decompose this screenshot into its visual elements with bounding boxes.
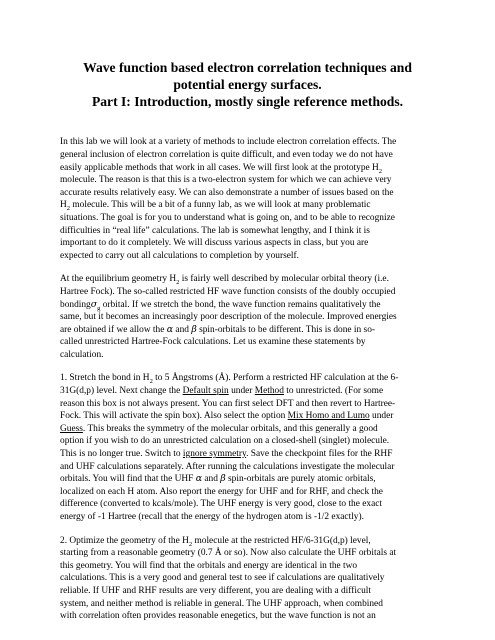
- title-line-1: Wave function based electron correlation techniques and: [83, 60, 412, 75]
- text-run: spin-orbitals are purely atomic orbitals,: [225, 474, 376, 485]
- text-run: molecule at the restricted HF/6-31G(d,p) level,: [192, 535, 371, 546]
- rhf-paragraph: [60, 273, 435, 361]
- subscript: 2: [176, 279, 180, 287]
- exercise-1-paragraph: [60, 372, 435, 523]
- text-run: H: [60, 200, 67, 211]
- text-run: under: [228, 386, 255, 397]
- title-line-2: potential energy surfaces.: [173, 76, 322, 92]
- text-line: localized on each H atom. Also report the energy for UHF and for RHF, and check the: [60, 486, 383, 497]
- text-line: [60, 162, 435, 175]
- subscript: 2: [66, 205, 71, 213]
- text-line: reliable. If UHF and RHF results are very different, you are dealing with a difficult: [60, 585, 372, 596]
- text-line: system, and neither method is reliable in general. The UHF approach, when combined: [60, 598, 383, 609]
- text-line: difficulties in “real life” calculations. The lab is somewhat lengthy, and I think it is: [60, 225, 370, 236]
- text-run: Fock. This will activate the spin box). Also select the option: [60, 411, 288, 422]
- text-run: . This breaks the symmetry of the molecular orbitals, and this generally a good: [82, 423, 378, 434]
- text-run: 2. Optimize the geometry of the H: [60, 535, 189, 546]
- text-run: . Save the checkpoint files for the RHF: [246, 449, 393, 460]
- text-run: 31G(d,p) level. Next change the: [60, 386, 183, 397]
- text-line: Hartree Fock). The so-called restricted HF wave function consists of the doubly occupied: [60, 286, 396, 297]
- method-option: Method: [254, 386, 284, 397]
- subscript: 2: [149, 378, 153, 386]
- text-line: with correlation often provides reasonable enegetics, but the wave function is not an: [60, 611, 376, 622]
- text-run: easily applicable methods that work in all cases. We will first look at the prototype H: [60, 162, 379, 173]
- text-run: is fairly well described by molecular orbital theory (i.e.: [179, 274, 389, 285]
- text-line: situations. The goal is for you to understand what is going on, and to be able to recognize: [60, 212, 395, 223]
- text-line: difference (converted to kcals/mole). The UHF energy is very good, close to the exact: [60, 499, 383, 510]
- text-line: [60, 324, 435, 337]
- text-line: called unrestricted Hartree-Fock calculations. Let us examine these statements by: [60, 337, 366, 348]
- text-run: and: [173, 324, 192, 335]
- mix-homo-lumo-option: Mix Homo and Lumo: [287, 411, 370, 422]
- text-line: general inclusion of electron correlation is quite difficult, and even today we do not have: [60, 149, 393, 160]
- text-line: [60, 535, 435, 548]
- document-title: [72, 60, 423, 110]
- text-run: orbital. If we stretch the bond, the wave function remains qualitatively the: [100, 299, 381, 310]
- text-line: same, but it becomes an increasingly poor description of the molecule. Improved energies: [60, 312, 397, 323]
- text-run: spin-orbitals to be different. This is done in so-: [196, 324, 376, 335]
- subscript: 2: [378, 167, 383, 175]
- text-run: bonding: [60, 299, 91, 310]
- text-run: At the equilibrium geometry H: [60, 274, 177, 285]
- text-line: calculations. This is a very good and general test to see if calculations are qualitatively: [60, 573, 385, 584]
- beta-symbol: β: [191, 323, 197, 335]
- text-line: [60, 199, 435, 212]
- text-line: In this lab we will look at a variety of methods to include electron correlation effects. The: [60, 137, 397, 148]
- text-run: 1. Stretch the bond in H: [60, 373, 150, 384]
- text-run: to 5 Ångstroms (Å). Perform a restricted HF calculation at the 6-: [152, 373, 399, 384]
- intro-paragraph: [60, 136, 435, 262]
- text-line: [60, 299, 435, 312]
- text-line: [60, 410, 435, 423]
- text-line: [60, 473, 435, 486]
- exercise-2-paragraph: [60, 535, 435, 623]
- text-line: expected to carry out all calculations to completion by yourself.: [60, 250, 299, 261]
- default-spin-option: Default spin: [182, 386, 229, 397]
- subscript: g: [97, 304, 101, 312]
- ignore-symmetry-option: ignore symmetry: [182, 449, 247, 460]
- text-run: This is no longer true. Switch to: [60, 449, 183, 460]
- text-line: this geometry. You will find that the orbitals and energy are identical in the two: [60, 560, 358, 571]
- text-line: [60, 448, 435, 461]
- text-line: starting from a reasonable geometry (0.7 Å or so). Now also calculate the UHF orbitals at: [60, 548, 397, 559]
- text-line: and UHF calculations separately. After running the calculations investigate the molecular: [60, 461, 395, 472]
- text-run: under: [369, 411, 394, 422]
- text-line: option if you wish to do an unrestricted calculation on a closed-shell (singlet) molecule.: [60, 436, 390, 447]
- beta-symbol: β: [220, 473, 226, 485]
- text-line: reason this box is not always present. You can first select DFT and then revert to Hartree-: [60, 398, 396, 409]
- subscript: 2: [188, 540, 193, 548]
- text-line: [60, 385, 435, 398]
- text-line: energy of -1 Hartree (recall that the energy of the hydrogen atom is -1/2 exactly).: [60, 512, 364, 523]
- title-line-3: Part I: Introduction, mostly single reference methods.: [91, 93, 404, 109]
- text-line: calculation.: [60, 349, 104, 360]
- guess-option: Guess: [60, 423, 83, 434]
- text-line: [60, 372, 435, 385]
- text-run: are obtained if we allow the: [60, 324, 167, 335]
- text-line: accurate results relatively easy. We can also demonstrate a number of issues based on the: [60, 187, 394, 198]
- text-line: molecule. The reason is that this is a two-electron system for which we can achieve very: [60, 175, 392, 186]
- sigma-symbol: σ: [90, 298, 98, 310]
- text-run: to unrestricted. (For some: [283, 386, 384, 397]
- text-run: molecule. This will be a bit of a funny lab, as we will look at many problematic: [70, 200, 371, 211]
- text-run: orbitals. You will find that the UHF: [60, 474, 196, 485]
- alpha-symbol: α: [195, 473, 203, 485]
- text-run: and: [202, 474, 221, 485]
- text-line: [60, 273, 435, 286]
- text-line: [60, 423, 435, 436]
- alpha-symbol: α: [166, 323, 174, 335]
- text-line: important to do it completely. We will discuss various aspects in class, but you are: [60, 238, 369, 249]
